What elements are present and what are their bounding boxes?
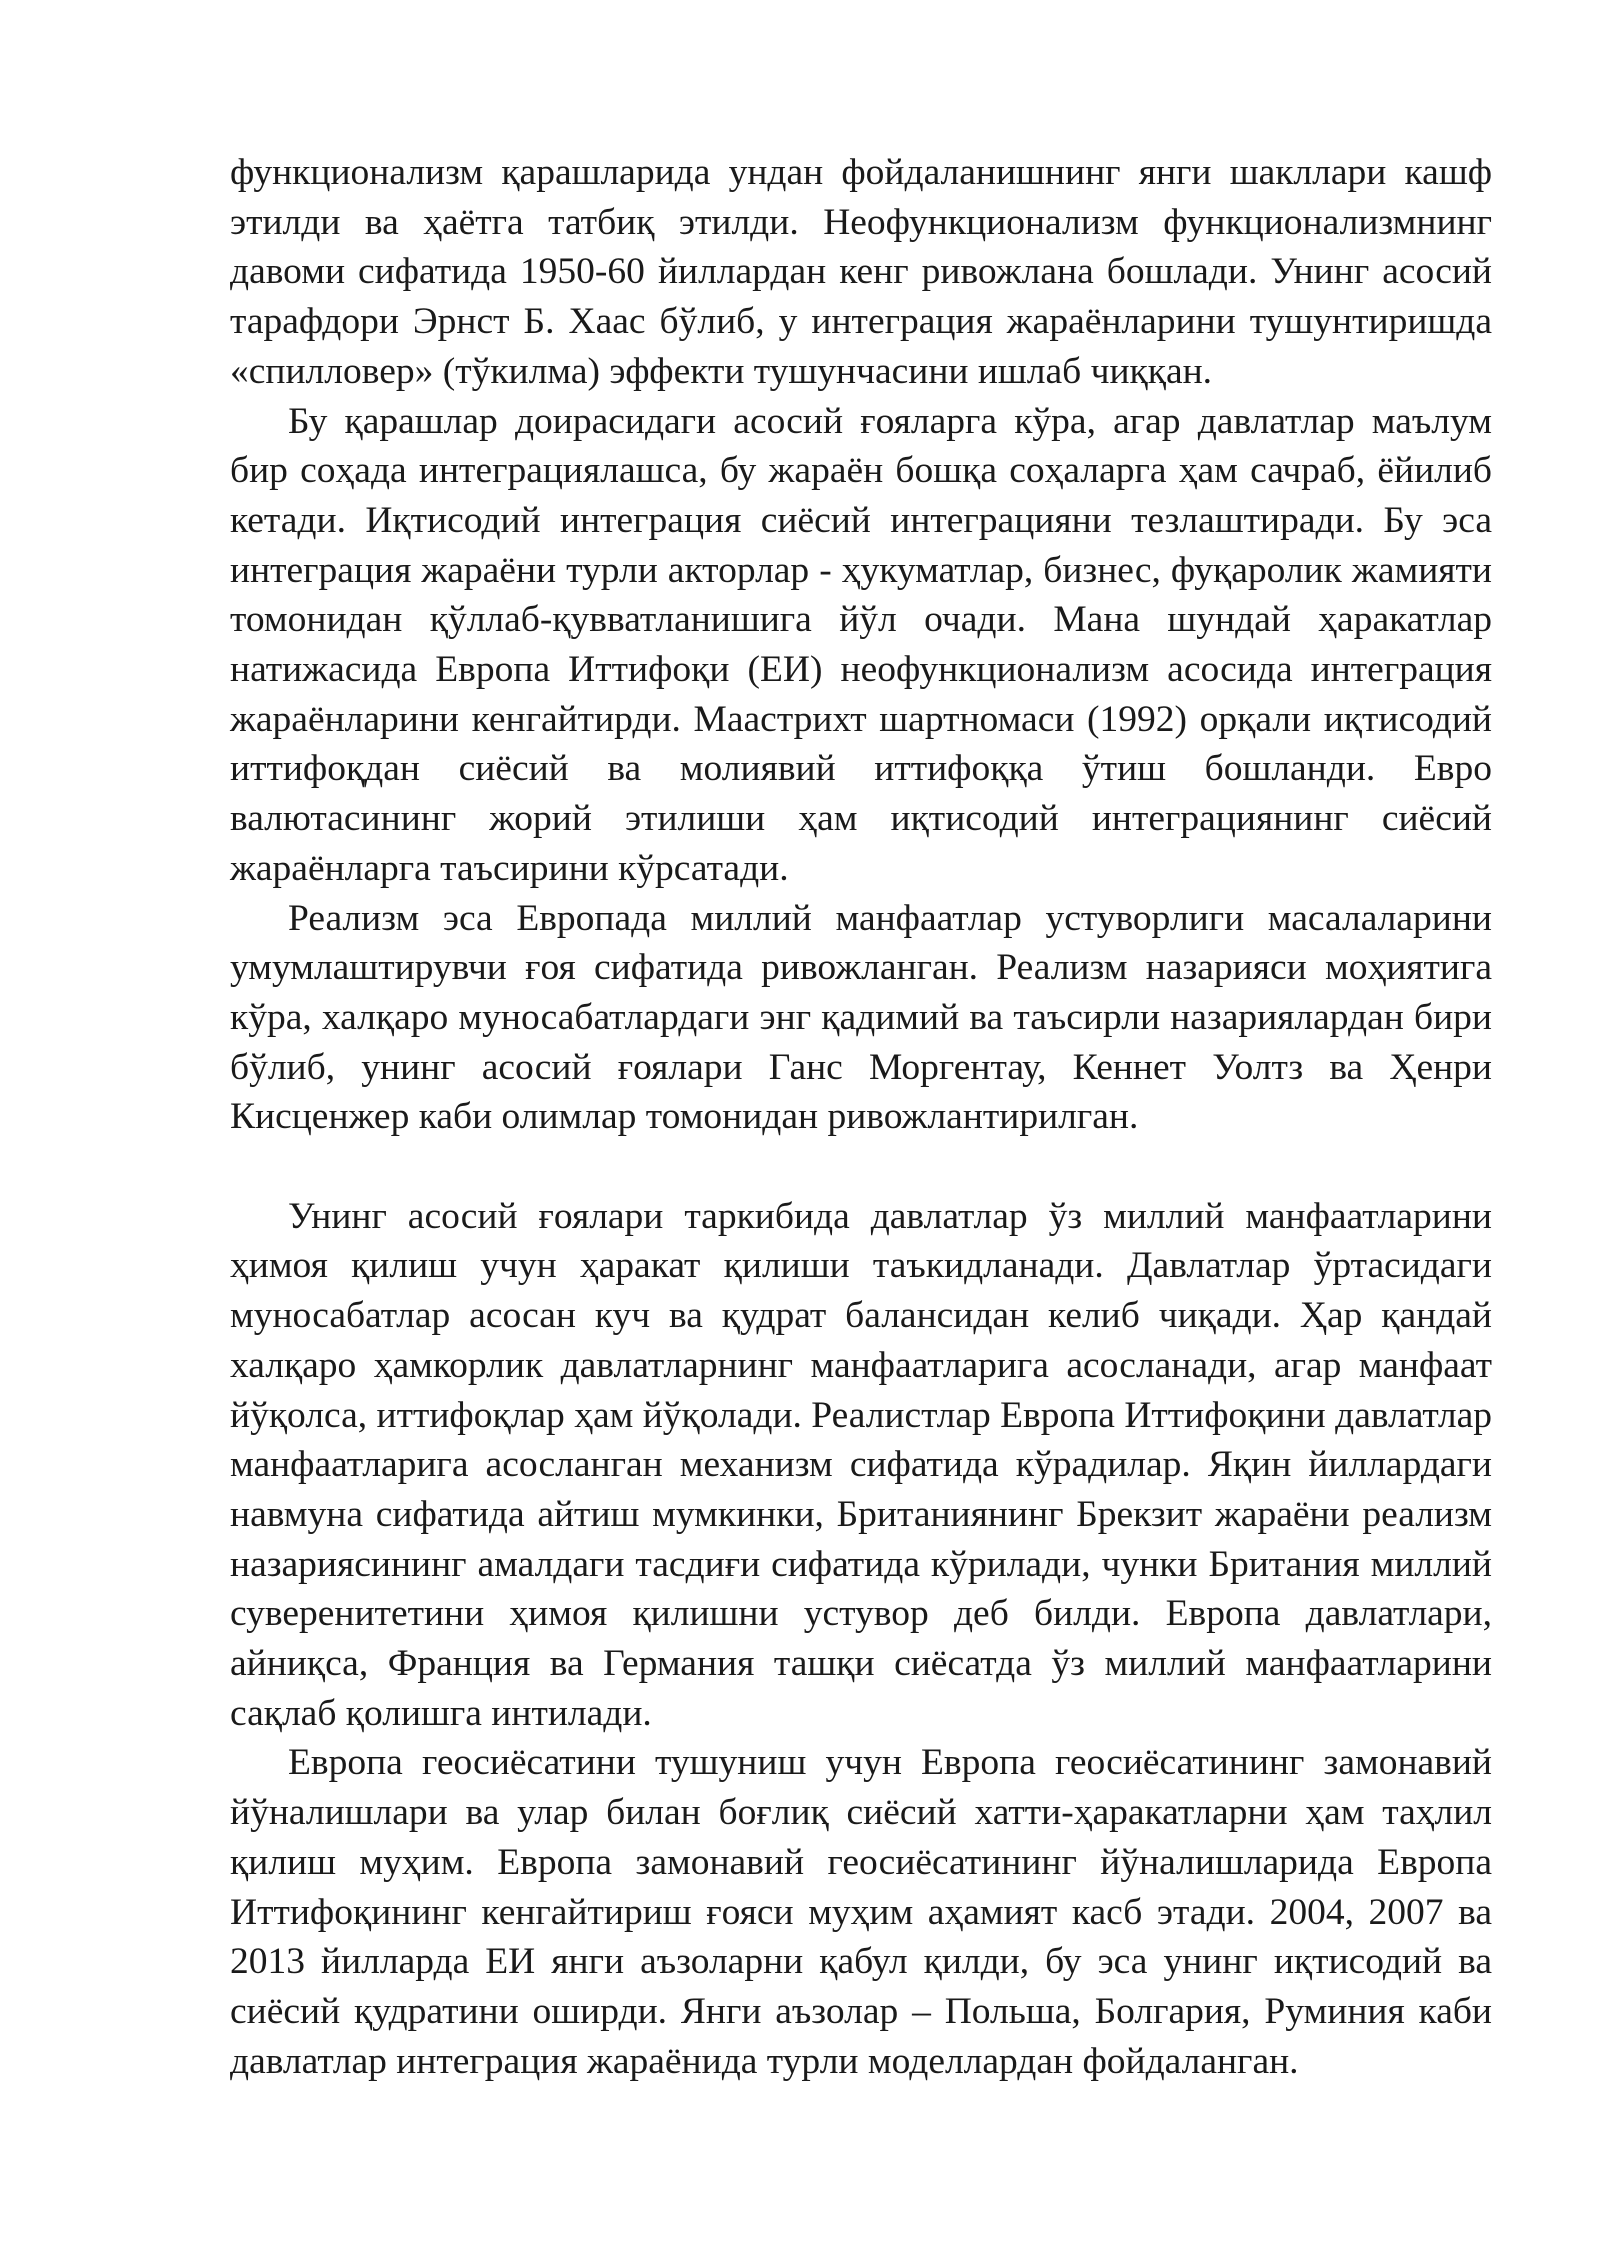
paragraph-3: Реализм эса Европада миллий манфаатлар устуворлиги масалаларини умумлаштирувчи ғоя сифатида ривожланган. Реализм назарияси моҳиятига кўра, халқаро муносабатлардаги энг қадимий ва таъсирли назариялардан бири бўлиб, унинг асосий ғоялари Ганс Моргентау, Кеннет Уолтз ва Ҳенри Кисценжер каби олимлар томонидан ривожлантирилган. — [230, 897, 1492, 1138]
paragraph-1: функционализм қарашларида ундан фойдаланишнинг янги шакллари кашф этилди ва ҳаётга татбиқ этилди. Неофункционализм функционализмнинг давоми сифатида 1950-60 йиллардан кенг ривожлана бошлади. Унинг асосий тарафдори Эрнст Б. Хаас бўлиб, у интеграция жараёнларини тушунтиришда «спилловер» (тўкилма) эффекти тушунчасини ишлаб чиққан. — [230, 152, 1492, 392]
paragraph-4: Унинг асосий ғоялари таркибида давлатлар ўз миллий манфаатларини ҳимоя қилиш учун ҳаракат қилиши таъкидланади. Давлатлар ўртасидаги муносабатлар асосан куч ва қудрат балансидан келиб чиқади. Ҳар қандай халқаро ҳамкорлик давлатларнинг манфаатларига асосланади, агар манфаат йўқолса, иттифоқлар ҳам йўқолади. Реалистлар Европа Иттифоқини давлатлар манфаатларига асосланган механизм сифатида кўрадилар. Яқин йиллардаги навмуна сифатида айтиш мумкинки, Британиянинг Брекзит жараёни реализм назариясининг амалдаги тасдиғи сифатида кўрилади, чунки Британия миллий суверенитетини ҳимоя қилишни устувор деб билди. Европа давлатлари, айниқса, Франция ва Германия ташқи сиёсатда ўз миллий манфаатларини сақлаб қолишга интилади. — [230, 1195, 1492, 1734]
document-page — [230, 148, 1492, 2086]
paragraph-5: Европа геосиёсатини тушуниш учун Европа геосиёсатининг замонавий йўналишлари ва улар билан боғлиқ сиёсий хатти-ҳаракатларни ҳам таҳлил қилиш муҳим. Европа замонавий геосиёсатининг йўналишларида Европа Иттифоқининг кенгайтириш ғояси муҳим аҳамият касб этади. 2004, 2007 ва 2013 йилларда ЕИ янги аъзоларни қабул қилди, бу эса унинг иқтисодий ва сиёсий қудратини оширди. Янги аъзолар – Польша, Болгария, Руминия каби давлатлар интеграция жараёнида турли моделлардан фойдаланган. — [230, 1742, 1492, 2082]
paragraph-2: Бу қарашлар доирасидаги асосий ғояларга кўра, агар давлатлар маълум бир соҳада интеграциялашса, бу жараён бошқа соҳаларга ҳам сачраб, ёйилиб кетади. Иқтисодий интеграция сиёсий интеграцияни тезлаштиради. Бу эса интеграция жараёни турли акторлар - ҳукуматлар, бизнес, фуқаролик жамияти томонидан қўллаб-қувватланишига йўл очади. Мана шундай ҳаракатлар натижасида Европа Иттифоқи (ЕИ) неофункционализм асосида интеграция жараёнларини кенгайтирди. Маастрихт шартномаси (1992) орқали иқтисодий иттифоқдан сиёсий ва молиявий иттифоққа ўтиш бошланди. Евро валютасининг жорий этилиши ҳам иқтисодий интеграциянинг сиёсий жараёнларга таъсирини кўрсатади. — [230, 400, 1492, 889]
